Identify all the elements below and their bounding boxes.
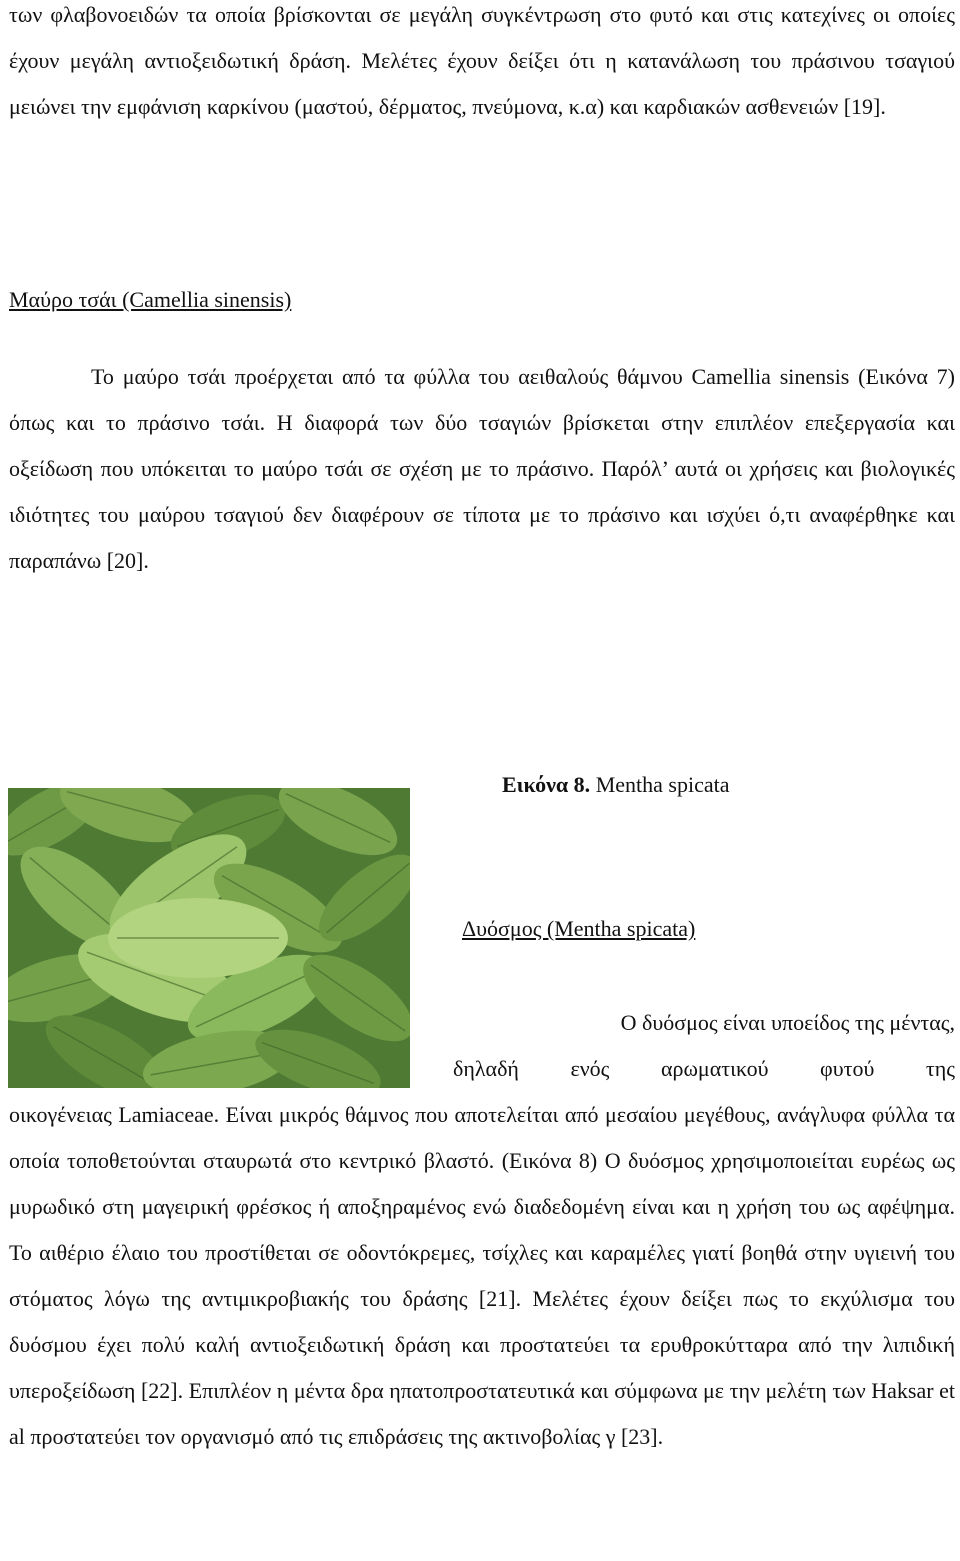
black-tea-text: Το μαύρο τσάι προέρχεται από τα φύλλα του αειθαλούς θάμνου Camellia sinensis (Εικόνα 7) όπως και το πράσινο τσάι. Η διαφορά των δύο τσαγιών βρίσκεται στην επιπλέον επεξεργασία και οξείδωση που υπόκειται το μαύρο τσάι σε σχέση με το πράσινο. Παρόλ’ αυτά οι χρήσεις και βιολογικές ιδιότητες του μαύρου τσαγιού δεν διαφέρουν σε τίποτα με το πράσινο και ισχύει ό,τι αναφέρθηκε και παραπάνω [20]. xyxy=(9,364,955,573)
figure-caption-text: Mentha spicata xyxy=(595,772,730,797)
mint-heading: Δυόσμος (Mentha spicata) xyxy=(462,916,696,941)
mint-paragraph: οικογένειας Lamiaceae. Είναι μικρός θάμνος που αποτελείται από μεσαίου μεγέθους, ανάγλυφα φύλλα τα οποία τοποθετούνται σταυρωτά στο κεντρικό βλαστό. (Εικόνα 8) Ο δυόσμος χρησιμοποιείται ευρέως ως μυρωδικό στη μαγειρική φρέσκος ή αποξηραμένος ενώ διαδεδομένη είναι και η χρήση του ως αφέψημα. Το αιθέριο έλαιο του προστίθεται σε οδοντόκρεμες, τσίχλες και καραμέλες γιατί βοηθά στην υγιεινή του στόματος λόγω της αντιμικροβιακής του δράσης [21]. Μελέτες έχουν δείξει πως το εκχύλισμα του δυόσμου έχει πολύ καλή αντιοξειδωτική δράση και προστατεύει τα ερυθροκύτταρα από την λιπιδική υπεροξείδωση [22]. Επιπλέον η μέντα δρα ηπατοπροστατευτικά και σύμφωνα με την μελέτη των Haksar et al προστατεύει τον οργανισμό από τις επιδράσεις της ακτινοβολίας γ [23]. xyxy=(9,1102,955,1449)
mint-leaves-illustration xyxy=(8,788,410,1088)
intro-paragraph: των φλαβονοειδών τα οποία βρίσκονται σε μεγάλη συγκέντρωση στο φυτό και στις κατεχίνες οι οποίες έχουν μεγάλη αντιοξειδωτική δράση. Μελέτες έχουν δείξει ότι η κατανάλωση του πράσινου τσαγιού μειώνει την εμφάνιση καρκίνου (μαστού, δέρματος, πνεύμονα, κ.α) και καρδιακών ασθενειών [19]. xyxy=(9,2,955,119)
figure-label: Εικόνα 8. xyxy=(502,772,591,797)
black-tea-heading: Μαύρο τσάι (Camellia sinensis) xyxy=(9,287,292,312)
mint-line-2: δηλαδή ενός αρωματικού φυτού της xyxy=(453,1056,955,1081)
mint-plant-image xyxy=(8,788,410,1088)
figure-caption xyxy=(502,770,729,800)
mint-line-1: Ο δυόσμος είναι υποείδος της μέντας, xyxy=(620,1010,955,1035)
black-tea-paragraph xyxy=(9,354,955,584)
